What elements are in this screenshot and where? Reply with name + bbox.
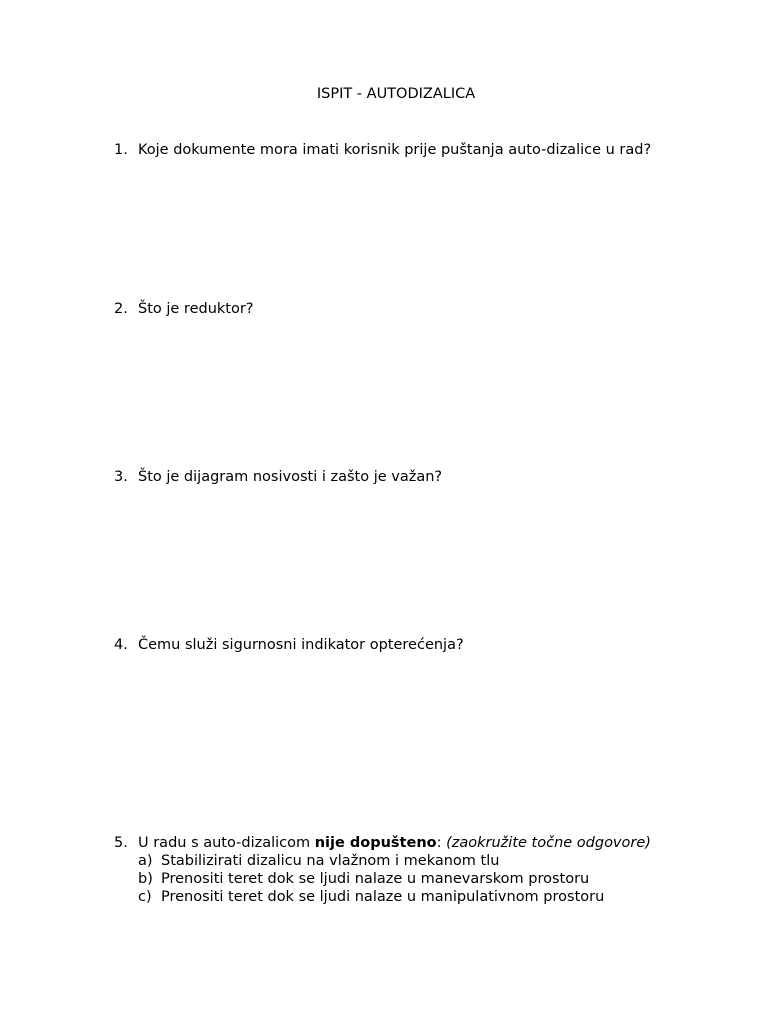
question-text-emphasis: nije dopušteno bbox=[314, 835, 437, 851]
question-4 bbox=[114, 636, 659, 654]
question-text: Što je reduktor? bbox=[138, 301, 254, 317]
answer-option-a[interactable] bbox=[138, 852, 659, 870]
option-letter: c) bbox=[138, 889, 152, 905]
question-number: 5. bbox=[114, 835, 128, 851]
option-letter: b) bbox=[138, 871, 153, 887]
question-3 bbox=[114, 468, 659, 486]
question-number: 3. bbox=[114, 469, 128, 485]
option-text: Prenositi teret dok se ljudi nalaze u manipulativnom prostoru bbox=[161, 889, 605, 905]
question-5 bbox=[114, 834, 659, 906]
question-number: 4. bbox=[114, 637, 128, 653]
question-instruction: (zaokružite točne odgovore) bbox=[446, 835, 651, 851]
question-text: Koje dokumente mora imati korisnik prije puštanja auto-dizalice u rad? bbox=[138, 142, 652, 158]
option-text: Stabilizirati dizalicu na vlažnom i mekanom tlu bbox=[161, 853, 500, 869]
option-text: Prenositi teret dok se ljudi nalaze u manevarskom prostoru bbox=[161, 871, 590, 887]
question-number: 2. bbox=[114, 301, 128, 317]
answer-option-b[interactable] bbox=[138, 870, 659, 888]
question-1 bbox=[114, 141, 659, 159]
question-text: Što je dijagram nosivosti i zašto je važan? bbox=[138, 469, 443, 485]
question-2 bbox=[114, 300, 659, 318]
question-number: 1. bbox=[114, 142, 128, 158]
question-text-colon: : bbox=[436, 835, 447, 851]
question-text-start: U radu s auto-dizalicom bbox=[138, 835, 315, 851]
answer-option-c[interactable] bbox=[138, 888, 659, 906]
exam-title: ISPIT - AUTODIZALICA bbox=[316, 86, 476, 102]
option-letter: a) bbox=[138, 853, 153, 869]
answer-options bbox=[138, 852, 659, 906]
question-text bbox=[138, 834, 659, 852]
question-text: Čemu služi sigurnosni indikator opterećenja? bbox=[138, 637, 464, 653]
